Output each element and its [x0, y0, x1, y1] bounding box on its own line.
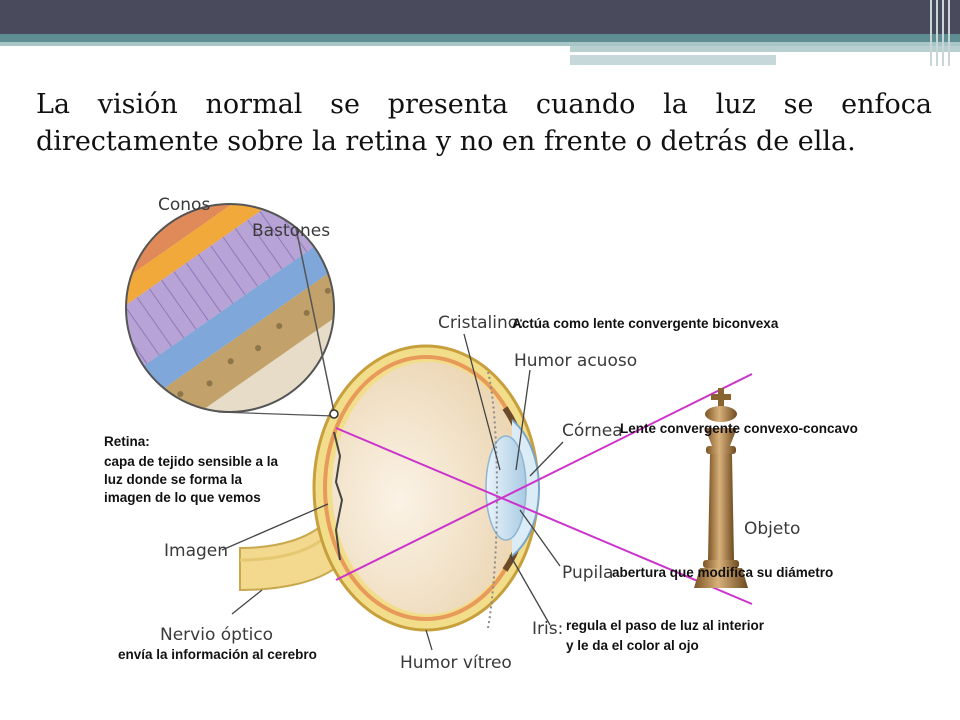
label-iris: Iris:	[532, 619, 564, 639]
label-nervio-optico-desc: envía la información al cerebro	[118, 647, 317, 662]
label-cristalino: Cristalino:	[438, 313, 524, 333]
label-imagen: Imagen	[164, 541, 229, 561]
label-humor-vitreo: Humor vítreo	[400, 653, 512, 673]
label-conos: Conos	[158, 195, 211, 215]
label-pupila: Pupila	[562, 563, 614, 583]
object-chess-king	[694, 388, 748, 588]
label-pupila-desc: abertura que modifica su diámetro	[612, 565, 834, 580]
label-retina: Retina:	[104, 434, 150, 449]
label-cristalino-desc: Actúa como lente convergente biconvexa	[512, 316, 779, 331]
label-objeto: Objeto	[744, 519, 801, 539]
label-iris-desc-line2: y le da el color al ojo	[566, 638, 699, 653]
label-cornea: Córnea	[562, 421, 623, 441]
eyeball	[314, 346, 539, 630]
label-bastones: Bastones	[252, 221, 331, 241]
label-humor-acuoso: Humor acuoso	[514, 351, 638, 371]
slide-heading: La visión normal se presenta cuando la luz se enfoca directamente sobre la retina y no en frente o detrás de ella.	[36, 89, 932, 157]
label-nervio-optico: Nervio óptico	[160, 625, 274, 645]
label-cornea-desc: Lente convergente convexo-concavo	[620, 421, 858, 436]
label-retina-desc-line1: capa de tejido sensible a la	[104, 454, 279, 469]
label-iris-desc-line1: regula el paso de luz al interior	[566, 618, 765, 633]
label-retina-desc-line3: imagen de lo que vemos	[104, 490, 261, 505]
label-retina-desc-line2: luz donde se forma la	[104, 472, 243, 487]
